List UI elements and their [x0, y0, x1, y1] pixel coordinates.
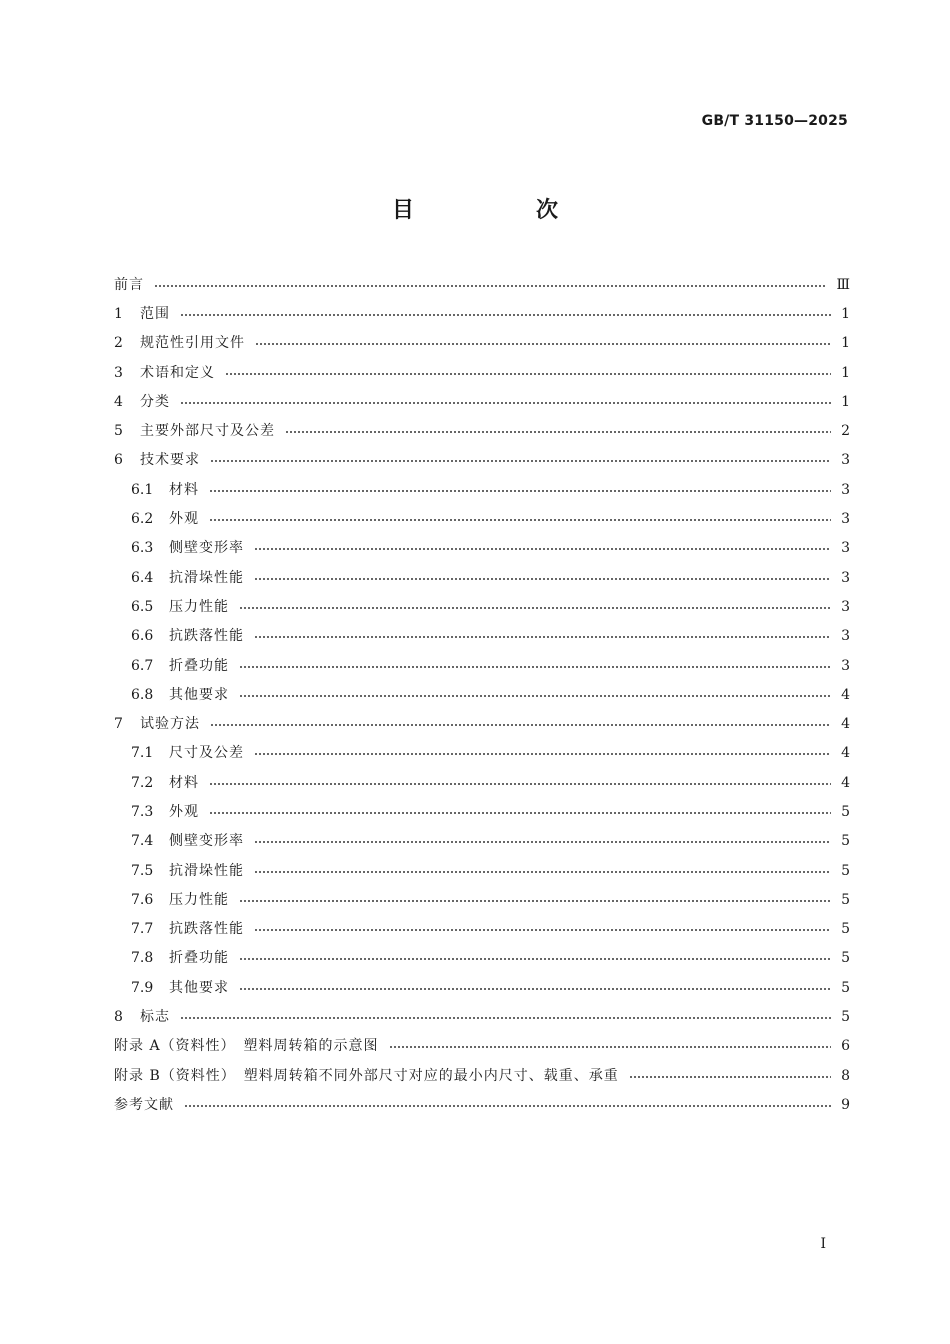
toc-dot-leader [239, 666, 831, 668]
toc-entry-number: 3 [114, 364, 123, 381]
toc-dot-leader [629, 1076, 831, 1078]
toc-entry-page: 4 [841, 686, 850, 703]
toc-entry-number: 6.3 [131, 540, 154, 557]
toc-entry-page: 4 [841, 745, 850, 762]
toc-entry-title: 材料 [169, 774, 199, 791]
toc-dot-leader [239, 695, 831, 697]
toc-dot-leader [180, 402, 831, 404]
toc-dot-leader [239, 988, 831, 990]
toc-entry-number: 7.8 [131, 950, 154, 967]
toc-dot-leader [209, 490, 831, 492]
toc-entry[interactable] [114, 827, 850, 856]
toc-entry-title: 规范性引用文件 [140, 335, 245, 352]
toc-entry-number: 7.2 [131, 774, 154, 791]
toc-entry-page: 3 [841, 628, 850, 645]
toc-entry[interactable] [114, 622, 850, 651]
toc-entry[interactable] [114, 885, 850, 914]
toc-entry-page: Ⅲ [836, 276, 850, 293]
toc-dot-leader [210, 460, 831, 462]
toc-entry-title: 侧壁变形率 [169, 540, 244, 557]
toc-dot-leader [254, 871, 831, 873]
toc-entry-number: 5 [114, 423, 123, 440]
toc-entry-page: 3 [841, 657, 850, 674]
toc-entry-title: 附录 B（资料性） 塑料周转箱不同外部尺寸对应的最小内尺寸、载重、承重 [114, 1067, 619, 1084]
toc-entry-title: 附录 A（资料性） 塑料周转箱的示意图 [114, 1038, 379, 1055]
toc-entry-number: 7.3 [131, 803, 154, 820]
toc-entry-page: 1 [841, 335, 850, 352]
toc-entry-title: 试验方法 [140, 716, 200, 733]
toc-entry-number: 8 [114, 1009, 123, 1026]
toc-entry[interactable] [114, 651, 850, 680]
toc-entry-number: 7.4 [131, 833, 154, 850]
toc-entry-number: 7.9 [131, 979, 154, 996]
toc-dot-leader [209, 783, 831, 785]
toc-dot-leader [389, 1046, 832, 1048]
toc-entry-number: 1 [114, 305, 123, 322]
toc-entry-number: 6.7 [131, 657, 154, 674]
toc-entry-title: 范围 [140, 305, 170, 322]
toc-entry-title: 抗跌落性能 [169, 921, 244, 938]
toc-entry[interactable] [114, 358, 850, 387]
toc-dot-leader [184, 1105, 831, 1107]
toc-dot-leader [255, 343, 831, 345]
toc-entry[interactable] [114, 534, 850, 563]
toc-entry-title: 其他要求 [169, 686, 229, 703]
toc-dot-leader [254, 548, 831, 550]
toc-entry[interactable] [114, 329, 850, 358]
toc-entry-title: 标志 [140, 1009, 170, 1026]
toc-entry[interactable] [114, 1002, 850, 1031]
toc-entry[interactable] [114, 797, 850, 826]
toc-entry[interactable] [114, 944, 850, 973]
toc-entry-page: 5 [841, 1009, 850, 1026]
toc-dot-leader [210, 724, 831, 726]
toc-entry-title: 其他要求 [169, 979, 229, 996]
toc-dot-leader [225, 373, 831, 375]
toc-entry-title: 折叠功能 [169, 950, 229, 967]
toc-entry-page: 3 [841, 540, 850, 557]
toc-entry-title: 抗滑垛性能 [169, 569, 244, 586]
toc-entry-number: 4 [114, 393, 123, 410]
toc-entry-number: 7.5 [131, 862, 154, 879]
toc-entry-number: 2 [114, 335, 123, 352]
toc-entry-title: 外观 [169, 511, 199, 528]
toc-entry-title: 抗滑垛性能 [169, 862, 244, 879]
toc-entry-title: 术语和定义 [140, 364, 215, 381]
toc-entry-page: 1 [841, 305, 850, 322]
toc-entry-page: 1 [841, 364, 850, 381]
toc-entry[interactable] [114, 475, 850, 504]
toc-entry-page: 9 [841, 1096, 850, 1113]
toc-entry-page: 5 [841, 803, 850, 820]
toc-entry[interactable] [114, 1032, 850, 1061]
toc-dot-leader [254, 578, 831, 580]
toc-entry-page: 5 [841, 979, 850, 996]
toc-entry-title: 侧壁变形率 [169, 833, 244, 850]
toc-dot-leader [180, 1017, 831, 1019]
toc-entry[interactable] [114, 709, 850, 738]
toc-entry-title: 折叠功能 [169, 657, 229, 674]
toc-entry-number: 7.6 [131, 891, 154, 908]
toc-entry-page: 5 [841, 833, 850, 850]
toc-dot-leader [209, 519, 831, 521]
toc-entry-title: 主要外部尺寸及公差 [140, 423, 275, 440]
toc-entry-page: 5 [841, 950, 850, 967]
toc-dot-leader [239, 900, 831, 902]
toc-entry-title: 前言 [114, 276, 144, 293]
toc-entry-title: 材料 [169, 481, 199, 498]
toc-entry-title: 分类 [140, 393, 170, 410]
toc-entry-title: 压力性能 [169, 891, 229, 908]
toc-entry-number: 6.5 [131, 598, 154, 615]
toc-entry-number: 7.1 [131, 745, 154, 762]
toc-entry-title: 参考文献 [114, 1096, 174, 1113]
toc-entry-page: 3 [841, 511, 850, 528]
page-number: Ⅰ [820, 1236, 826, 1252]
toc-entry-page: 3 [841, 569, 850, 586]
toc-entry-number: 7.7 [131, 921, 154, 938]
toc-entry-page: 8 [841, 1067, 850, 1084]
toc-dot-leader [180, 314, 831, 316]
toc-entry-number: 7 [114, 716, 123, 733]
toc-entry-page: 6 [841, 1038, 850, 1055]
toc-entry[interactable] [114, 299, 850, 328]
toc-dot-leader [254, 636, 831, 638]
toc-entry-page: 3 [841, 452, 850, 469]
toc-entry[interactable] [114, 592, 850, 621]
toc-list [114, 270, 850, 1120]
toc-entry-page: 5 [841, 891, 850, 908]
toc-dot-leader [285, 431, 831, 433]
toc-entry[interactable] [114, 270, 850, 299]
toc-entry-title: 外观 [169, 803, 199, 820]
toc-entry-page: 2 [841, 423, 850, 440]
toc-dot-leader [154, 285, 826, 287]
toc-entry-number: 6.4 [131, 569, 154, 586]
toc-entry[interactable] [114, 739, 850, 768]
toc-entry-number: 6.1 [131, 481, 154, 498]
toc-entry-title: 抗跌落性能 [169, 628, 244, 645]
toc-entry-title: 尺寸及公差 [169, 745, 244, 762]
toc-entry[interactable] [114, 1090, 850, 1119]
toc-entry-page: 4 [841, 774, 850, 791]
toc-entry-number: 6.2 [131, 511, 154, 528]
toc-entry[interactable] [114, 915, 850, 944]
standard-code: GB/T 31150—2025 [701, 113, 848, 129]
toc-entry[interactable] [114, 856, 850, 885]
toc-entry-page: 4 [841, 716, 850, 733]
toc-entry-number: 6 [114, 452, 123, 469]
toc-dot-leader [239, 958, 831, 960]
toc-entry-page: 3 [841, 481, 850, 498]
toc-dot-leader [209, 812, 831, 814]
toc-entry[interactable] [114, 504, 850, 533]
toc-entry[interactable] [114, 416, 850, 445]
toc-entry[interactable] [114, 446, 850, 475]
toc-entry[interactable] [114, 1061, 850, 1090]
toc-entry-number: 6.6 [131, 628, 154, 645]
toc-title: 目 次 [391, 198, 608, 223]
toc-dot-leader [254, 753, 831, 755]
toc-entry-title: 压力性能 [169, 598, 229, 615]
toc-entry[interactable] [114, 387, 850, 416]
toc-entry-page: 5 [841, 862, 850, 879]
toc-entry-page: 1 [841, 393, 850, 410]
toc-dot-leader [239, 607, 831, 609]
toc-dot-leader [254, 929, 831, 931]
toc-entry[interactable] [114, 973, 850, 1002]
toc-entry-page: 5 [841, 921, 850, 938]
toc-entry[interactable] [114, 680, 850, 709]
toc-dot-leader [254, 841, 831, 843]
toc-entry[interactable] [114, 563, 850, 592]
toc-entry[interactable] [114, 768, 850, 797]
toc-entry-number: 6.8 [131, 686, 154, 703]
toc-entry-title: 技术要求 [140, 452, 200, 469]
toc-entry-page: 3 [841, 598, 850, 615]
